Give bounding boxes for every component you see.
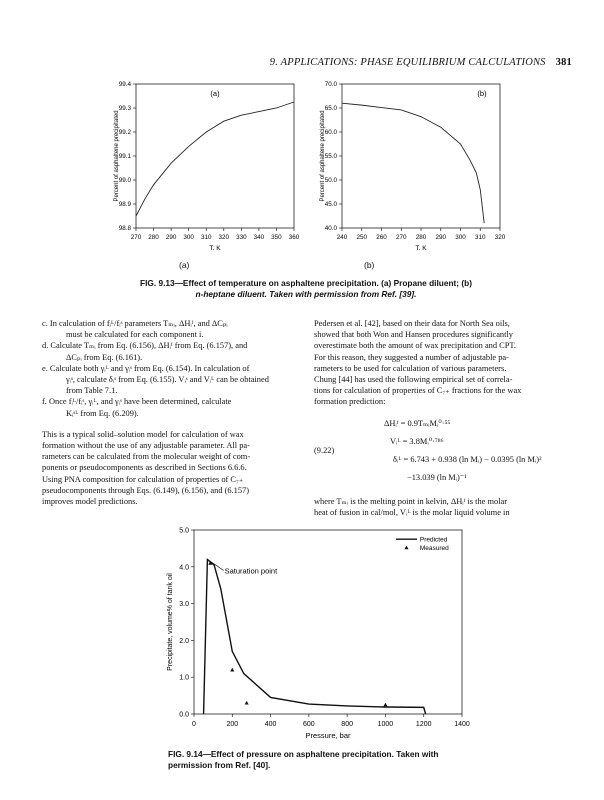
- fig913-caption-line1: FIG. 9.13—Effect of temperature on asphaltene precipitation. (a) Propane diluent; (b): [140, 278, 472, 288]
- y-tick-label: 2.0: [179, 637, 189, 645]
- fig913-caption-line2: n-heptane diluent. Taken with permission from Ref. [39].: [195, 289, 417, 299]
- equation-9-22: [314, 414, 564, 492]
- legend-measured-label: Measured: [419, 545, 449, 553]
- x-tick-label: 1000: [377, 721, 394, 728]
- x-tick-label: 300: [455, 234, 466, 241]
- y-axis-label: Precipitate, volume% of tank oil: [167, 573, 174, 671]
- y-tick-label: 55.0: [324, 153, 337, 160]
- item-f: [42, 396, 292, 418]
- right-p-line3: overestimate both the amount of wax precipitation and CPT.: [314, 341, 516, 351]
- right-p-line7: tions for calculation of properties of C₇₊ fractions for the wax: [314, 386, 522, 396]
- x-tick-label: 200: [226, 721, 239, 728]
- y-tick-label: 3.0: [179, 601, 189, 609]
- legend-measured-marker: [404, 545, 408, 549]
- left-p-line5: Using PNA composition for calculation of properties of C₇₊: [42, 474, 244, 484]
- item-f-line2: Kᵢˢᴸ from Eq. (6.209).: [66, 408, 139, 418]
- left-p-line3: rameters can be calculated from the molecular weight of com-: [42, 452, 251, 462]
- x-tick-label: 400: [264, 721, 277, 728]
- left-p-line7: improves model predictions.: [42, 497, 138, 507]
- y-tick-label: 65.0: [324, 105, 337, 112]
- fig914-caption-line1: FIG. 9.14—Effect of pressure on asphaltene precipitation. Taken with: [168, 749, 439, 759]
- y-axis-label: Percent of asphaltene precipitated: [114, 110, 120, 202]
- x-tick-label: 320: [494, 234, 506, 241]
- measured-point: [230, 668, 234, 672]
- fig913-sub-a: (a): [179, 260, 190, 270]
- page-number: 381: [555, 57, 572, 68]
- y-tick-label: 70.0: [324, 81, 337, 88]
- plot-frame: [136, 84, 294, 228]
- y-tick-label: 98.9: [118, 201, 131, 208]
- item-c-line1: c. In calculation of fᵢᴸ/fᵢˢ parameters Tₘᵢ, ΔHᵢᶠ, and ΔCₚᵢ: [42, 319, 228, 328]
- x-tick-label: 270: [130, 234, 142, 241]
- header-title: 9. APPLICATIONS: PHASE EQUILIBRIUM CALCULATIONS: [269, 57, 546, 68]
- item-d-line2: ΔCₚᵢ from Eq. (6.161).: [66, 352, 143, 362]
- x-tick-label: 310: [474, 234, 486, 241]
- x-tick-label: 260: [376, 234, 387, 241]
- item-f-line1: f. Once fᵢᴸ/fᵢˢ, γᵢᴸ, and γᵢˢ have been determined, calculate: [42, 397, 232, 407]
- chart-pressure: [160, 524, 480, 746]
- fig913-caption: [96, 278, 516, 300]
- measured-point: [245, 701, 249, 705]
- x-tick-label: 600: [303, 721, 315, 728]
- left-p-line1: This is a typical solid–solution model for calculation of wax: [42, 429, 244, 439]
- right-paragraph: [314, 318, 564, 408]
- x-tick-label: 0: [192, 721, 196, 728]
- panel-tag: (a): [210, 89, 220, 98]
- y-axis-label: Percent of asphaltene precipitated: [320, 110, 326, 202]
- series-line: [342, 103, 484, 223]
- item-d-line1: d. Calculate Tₘᵢ from Eq. (6.156), ΔHᵢᶠ from Eq. (6.157), and: [42, 341, 248, 351]
- y-tick-label: 99.3: [118, 105, 131, 112]
- y-tick-label: 5.0: [179, 527, 189, 535]
- item-c-line2: must be calculated for each component i.: [66, 330, 204, 340]
- equation-number: (9.22): [314, 445, 335, 455]
- y-tick-label: 99.1: [118, 153, 131, 160]
- measured-point: [383, 703, 387, 707]
- x-tick-label: 350: [271, 234, 282, 241]
- x-tick-label: 340: [253, 234, 265, 241]
- x-axis-label: T, K: [209, 245, 221, 250]
- x-tick-label: 310: [200, 234, 212, 241]
- item-d: [42, 340, 292, 362]
- y-tick-label: 1.0: [179, 674, 189, 682]
- x-tick-label: 330: [236, 234, 247, 241]
- x-tick-label: 250: [356, 234, 368, 241]
- fig913-sub-b: (b): [364, 260, 375, 270]
- x-axis-label: Pressure, bar: [305, 731, 351, 740]
- item-c: [42, 318, 292, 340]
- eq-solubility-parameter: δᵢᴸ = 6.743 + 0.938 (ln Mᵢ) − 0.0395 (ln Mᵢ)²: [393, 454, 542, 464]
- left-paragraph: [42, 429, 292, 507]
- eq-heat-of-fusion: ΔHᵢᶠ = 0.9TₘᵢMᵢ⁰·⁵⁵: [384, 418, 451, 428]
- right-p-line4: For this reason, they suggested a number of adjustable pa-: [314, 352, 509, 362]
- y-tick-label: 0.0: [179, 711, 189, 719]
- x-tick-label: 800: [341, 721, 353, 728]
- x-tick-label: 280: [148, 234, 159, 241]
- y-tick-label: 50.0: [324, 177, 337, 184]
- x-tick-label: 290: [435, 234, 447, 241]
- x-tick-label: 280: [415, 234, 427, 241]
- y-tick-label: 60.0: [324, 129, 337, 136]
- y-tick-label: 4.0: [179, 564, 189, 572]
- left-p-line6: pseudocomponents through Eqs. (6.149), (6.156), and (6.157): [42, 485, 250, 495]
- right-paragraph-2: [314, 496, 564, 518]
- right-p-line8: formation prediction:: [314, 397, 386, 407]
- item-e-line1: e. Calculate both γᵢᴸ and γᵢˢ from Eq. (6.154). In calculation of: [42, 363, 250, 373]
- x-tick-label: 360: [288, 234, 300, 241]
- right-p-line6: Chung [44] has used the following empirical set of correla-: [314, 375, 513, 385]
- y-tick-label: 45.0: [324, 201, 337, 208]
- y-tick-label: 99.0: [118, 177, 131, 184]
- fig914-caption: [168, 749, 468, 771]
- left-column: [42, 318, 292, 507]
- predicted-line: [204, 559, 426, 714]
- right-p-line1: Pedersen et al. [42], based on their data for North Sea oils,: [314, 319, 510, 328]
- annotation-arrow: [210, 561, 223, 570]
- x-tick-label: 300: [183, 234, 194, 241]
- x-tick-label: 1400: [454, 721, 470, 728]
- left-p-line4: ponents or pseudocomponents as described in Sections 6.6.6.: [42, 463, 247, 473]
- y-tick-label: 99.2: [118, 129, 131, 136]
- item-e-line2: γᵢˢ, calculate δᵢˢ from Eq. (6.155). Vᵢˢ and Vᵢᴸ can be obtained: [66, 375, 269, 385]
- right-w-line2: heat of fusion in cal/mol, Vᵢᴸ is the molar liquid volume in: [314, 507, 510, 517]
- x-tick-label: 240: [336, 234, 348, 241]
- right-w-line1: where Tₘᵢ is the melting point in kelvin, ΔHᵢᶠ is the molar: [314, 496, 508, 506]
- chart-a: [108, 78, 308, 250]
- fig914-caption-line2: permission from Ref. [40].: [168, 760, 271, 770]
- y-tick-label: 98.8: [118, 225, 131, 232]
- item-e: [42, 363, 292, 397]
- x-tick-label: 270: [395, 234, 407, 241]
- chart-b: [314, 78, 514, 250]
- x-axis-label: T, K: [415, 245, 427, 250]
- y-tick-label: 99.4: [118, 81, 131, 88]
- eq-solubility-parameter-cont: −13.039 (ln Mᵢ)⁻¹: [407, 472, 467, 482]
- left-p-line2: formation without the use of any adjustable parameter. All pa-: [42, 441, 250, 451]
- legend-predicted-label: Predicted: [419, 536, 448, 544]
- x-tick-label: 290: [165, 234, 177, 241]
- right-column: [314, 318, 564, 518]
- eq-molar-volume: Vᵢᴸ = 3.8Mᵢ⁰·⁷⁸⁶: [390, 436, 444, 446]
- plot-frame: [194, 530, 462, 714]
- panel-tag: (b): [477, 89, 487, 98]
- right-p-line5: rameters to be used for calculation of various parameters.: [314, 363, 507, 373]
- y-tick-label: 40.0: [324, 225, 337, 232]
- running-header: [270, 57, 572, 68]
- right-p-line2: showed that both Won and Hansen procedures significantly: [314, 330, 513, 340]
- series-line: [136, 102, 294, 216]
- annotation-label: Saturation point: [224, 566, 278, 576]
- x-tick-label: 1200: [415, 721, 432, 728]
- item-e-line3: from Table 7.1.: [66, 386, 118, 396]
- x-tick-label: 320: [218, 234, 230, 241]
